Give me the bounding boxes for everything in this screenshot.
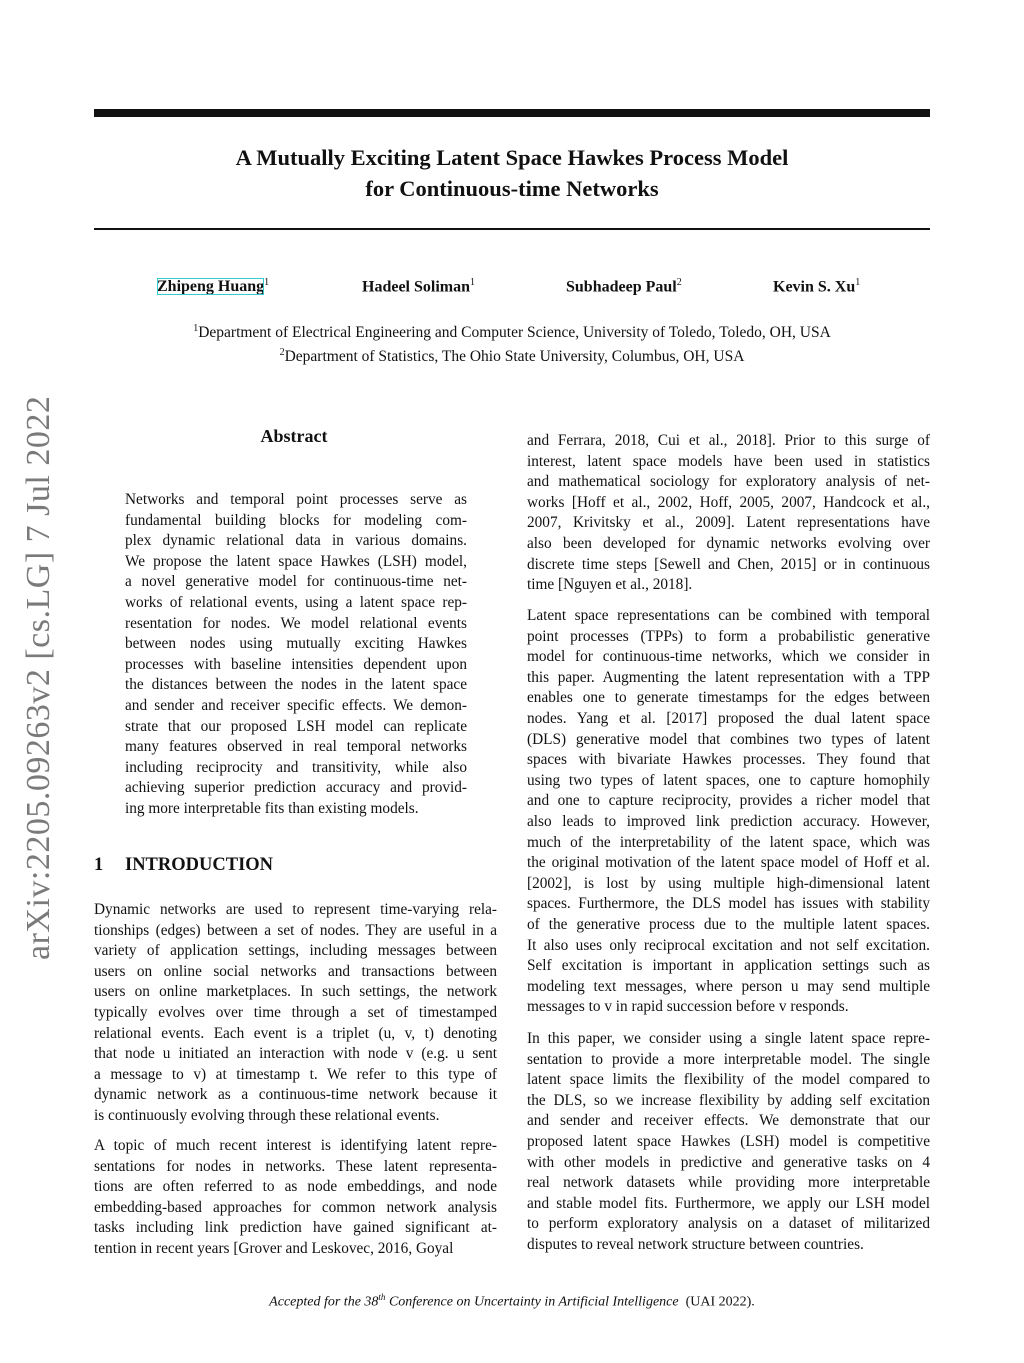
intro-paragraph-2 [94, 1136, 497, 1260]
text-line: users on online social networks and transactions between [94, 962, 497, 980]
text-line: model for continuous-time networks, which we consider in [527, 648, 930, 666]
text-line: spaces with bivariate Hawkes processes. They found that [527, 751, 930, 769]
text-line: Networks and temporal point processes serve as [125, 491, 467, 508]
text-line: interest, latent space models have been used in statistics [527, 452, 930, 470]
text-line: strate that our proposed LSH model can replicate [125, 717, 467, 735]
text-line: fundamental building blocks for modeling com- [125, 511, 467, 529]
author-name: Subhadeep Paul [566, 278, 677, 296]
text-line: tionships (edges) between a set of nodes. They are useful in a [94, 921, 497, 939]
text-line: ing more interpretable fits than existing models. [125, 799, 419, 817]
arxiv-stamp: arXiv:2205.09263v2 [cs.LG] 7 Jul 2022 [20, 395, 57, 960]
text-line: a message to v) at timestamp t. We refer to this type of [94, 1065, 497, 1083]
text-line: spaces. Furthermore, the DLS model has issues with stability [527, 895, 930, 913]
text-line: 2007, Krivitsky et al., 2009]. Latent representations have [527, 514, 930, 532]
text-line: processes with baseline intensities dependent upon [125, 655, 467, 673]
text-line: and stable model fits. Furthermore, we apply our LSH model [527, 1194, 930, 1212]
text-line: nodes. Yang et al. [2017] proposed the dual latent space [527, 709, 930, 727]
text-line: and mathematical sociology for exploratory analysis of net- [527, 473, 930, 491]
intro-paragraph-4 [527, 606, 930, 1018]
text-line: is continuously evolving through these relational events. [94, 1106, 440, 1124]
text-line: A topic of much recent interest is identifying latent repre- [94, 1137, 497, 1154]
text-line: including reciprocity and transitivity, while also [125, 758, 467, 776]
text-line: We propose the latent space Hawkes (LSH) model, [125, 552, 467, 570]
abstract-heading: Abstract [260, 426, 328, 446]
text-line: plex dynamic relational data in various domains. [125, 532, 467, 550]
text-line: the distances between the nodes in the latent space [125, 676, 467, 694]
text-line: latent space limits the flexibility of the model compared to [527, 1071, 930, 1089]
abstract-body [125, 490, 467, 820]
text-line: messages to v in rapid succession before v responds. [527, 998, 849, 1016]
text-line: discrete time steps [Sewell and Chen, 2015] or in continuous [527, 555, 930, 573]
text-line: Latent space representations can be combined with temporal [527, 607, 930, 624]
text-line: dynamic network as a continuous-time network because it [94, 1086, 497, 1104]
text-line: tention in recent years [Grover and Leskovec, 2016, Goyal [94, 1239, 454, 1257]
text-line: and Ferrara, 2018, Cui et al., 2018]. Prior to this surge of [527, 432, 930, 449]
text-line: resentation for nodes. We model relational events [125, 614, 467, 632]
affiliation-1: $^1$Department of Electrical Engineering and Computer Science, University of Toledo, Toledo, OH, USA [193, 323, 831, 342]
author-1[interactable]: Zhipeng Huang$^1$ [157, 277, 270, 296]
text-line: between nodes using mutually exciting Hawkes [125, 635, 467, 653]
author-3: Subhadeep Paul$^2$ [566, 277, 682, 296]
text-line: tasks including link prediction have gained significant at- [94, 1219, 497, 1237]
intro-paragraph-3 [527, 431, 930, 596]
text-line: enables one to generate timestamps for the edges between [527, 689, 930, 707]
intro-paragraph-5 [527, 1029, 930, 1256]
text-line: users on online marketplaces. In such settings, the network [94, 983, 497, 1001]
text-line: works of relational events, using a latent space rep- [125, 593, 467, 611]
text-line: with other models in predictive and generative tasks on 4 [527, 1153, 930, 1171]
text-line: disputes to reveal network structure between countries. [527, 1235, 864, 1253]
text-line: Self excitation is important in application settings such as [527, 957, 930, 975]
text-line: relational events. Each event is a triplet (u, v, t) denoting [94, 1024, 497, 1042]
text-line: of the generative process due to the multiple latent spaces. [527, 915, 930, 933]
text-line: many features observed in real temporal networks [125, 738, 467, 756]
text-line: a novel generative model for continuous-time net- [125, 573, 467, 591]
text-line: much of the interpretability of the latent space, which was [527, 833, 930, 851]
title-top-rule [94, 109, 930, 117]
author-name-link[interactable]: Zhipeng Huang [157, 278, 265, 296]
text-line: also been developed for dynamic networks evolving over [527, 534, 930, 552]
intro-paragraph-1 [94, 900, 497, 1127]
paper-title [94, 142, 930, 204]
author-2: Hadeel Soliman$^1$ [362, 277, 476, 296]
text-line: sentation to provide a more interpretable model. The single [527, 1050, 930, 1068]
title-line-2: for Continuous-time Networks [365, 176, 659, 201]
text-line: (DLS) generative model that combines two types of latent [527, 730, 930, 748]
text-line: In this paper, we consider using a single latent space repre- [527, 1030, 930, 1047]
title-bottom-rule [94, 228, 930, 230]
text-line: to perform exploratory analysis on a dataset of militarized [527, 1215, 930, 1233]
text-line: [2002], is lost by using multiple high-dimensional latent [527, 874, 930, 892]
text-line: sentations for nodes in networks. These latent representa- [94, 1157, 497, 1175]
affiliation-2: $^2$Department of Statistics, The Ohio State University, Columbus, OH, USA [279, 347, 745, 366]
author-name: Hadeel Soliman [362, 278, 471, 296]
conference-footer: Accepted for the 38th Conference on Uncertainty in Artificial Intelligence (UAI 2022). [269, 1292, 755, 1310]
text-line: the DLS, so we increase flexibility by adding self excitation [527, 1091, 930, 1109]
text-line: also leads to improved link prediction accuracy. However, [527, 812, 930, 830]
text-line: and sender and receiver specific effects. We demon- [125, 696, 467, 714]
author-4: Kevin S. Xu$^1$ [773, 277, 861, 296]
text-line: variety of application settings, including messages between [94, 942, 497, 960]
text-line: this paper. Augmenting the latent representation with a TPP [527, 668, 930, 686]
affiliations [94, 319, 930, 367]
text-line: typically evolves over time through a set of timestamped [94, 1003, 497, 1021]
text-line: time [Nguyen et al., 2018]. [527, 576, 693, 594]
text-line: Dynamic networks are used to represent time-varying rela- [94, 901, 497, 918]
text-line: point processes (TPPs) to form a probabilistic generative [527, 627, 930, 645]
text-line: proposed latent space Hawkes (LSH) model is competitive [527, 1132, 930, 1150]
text-line: and one to capture reciprocity, provides a richer model that [527, 792, 930, 810]
text-line: It also uses only reciprocal excitation and not self excitation. [527, 936, 930, 954]
text-line: embedding-based approaches for common network analysis [94, 1198, 497, 1216]
text-line: using two types of latent spaces, one to capture homophily [527, 771, 930, 789]
text-line: real network datasets while providing more interpretable [527, 1174, 930, 1192]
title-line-1: A Mutually Exciting Latent Space Hawkes Process Model [235, 145, 789, 170]
text-line: achieving superior prediction accuracy and provid- [125, 779, 467, 797]
text-line: and sender and receiver effects. We demonstrate that our [527, 1112, 930, 1130]
text-line: tions are often referred to as node embeddings, and node [94, 1178, 497, 1196]
text-line: works [Hoff et al., 2002, Hoff, 2005, 2007, Handcock et al., [527, 493, 930, 511]
author-name: Kevin S. Xu [773, 278, 856, 296]
section-heading: 1 INTRODUCTION [94, 855, 274, 875]
text-line: the original motivation of the latent space model of Hoff et al. [527, 854, 930, 872]
text-line: that node u initiated an interaction with node v (e.g. u sent [94, 1045, 497, 1063]
text-line: modeling text messages, where person u may send multiple [527, 977, 930, 995]
